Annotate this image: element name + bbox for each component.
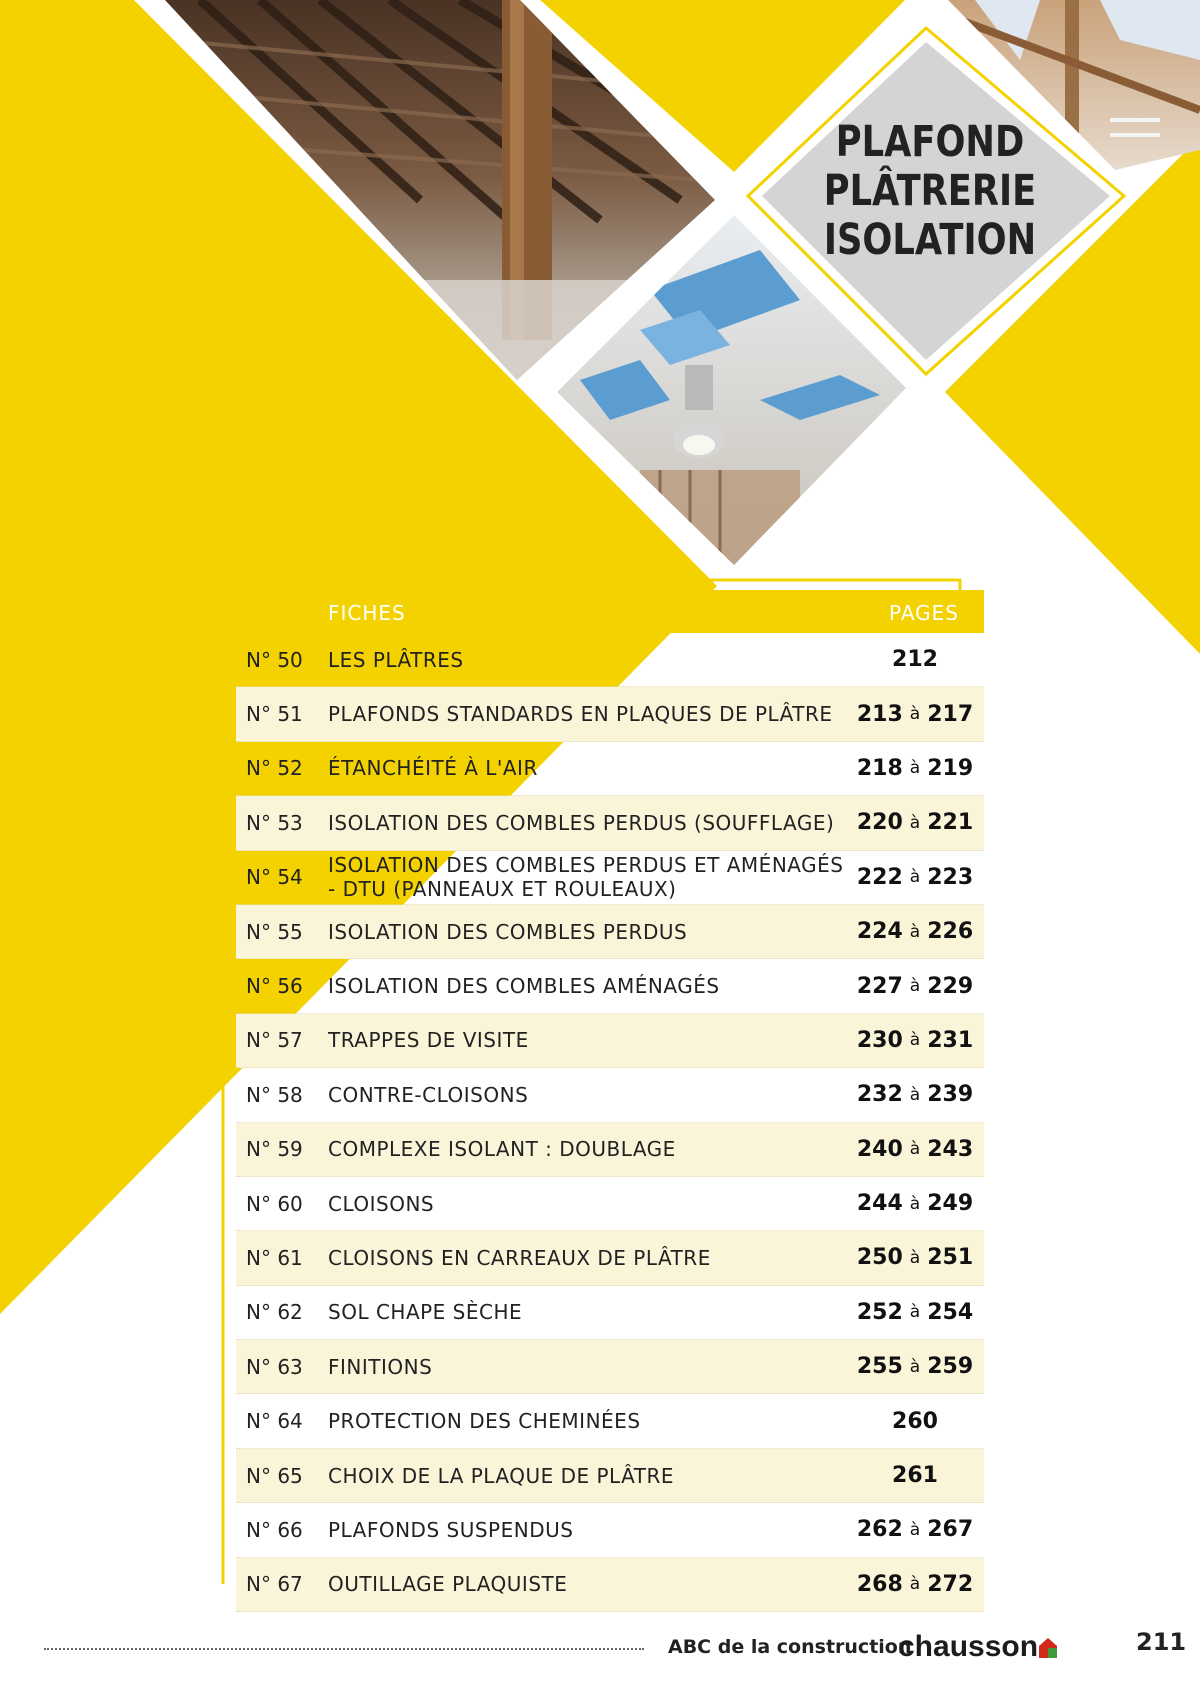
page-range	[852, 687, 978, 740]
range-separator: à	[909, 1084, 921, 1105]
page-range	[852, 905, 978, 958]
range-separator: à	[909, 921, 921, 942]
page-range	[852, 1123, 978, 1176]
page-to: 217	[927, 701, 974, 727]
fiche-title: FINITIONS	[328, 1354, 433, 1379]
page-from: 213	[856, 701, 903, 727]
page-range	[852, 959, 978, 1012]
fiche-title: ISOLATION DES COMBLES PERDUS	[328, 919, 688, 944]
fiche-title: LES PLÂTRES	[328, 647, 464, 672]
toc-row	[236, 1503, 984, 1557]
page-to: 251	[927, 1245, 974, 1271]
fiche-number: N° 56	[246, 974, 303, 999]
fiche-title: ÉTANCHÉITÉ À L'AIR	[328, 756, 538, 781]
fiche-number: N° 65	[246, 1463, 303, 1488]
page-number: 211	[1136, 1628, 1187, 1656]
toc-row	[236, 687, 984, 741]
page-from: 232	[856, 1082, 903, 1108]
toc-row	[236, 1340, 984, 1394]
range-separator: à	[909, 1574, 921, 1595]
brand-logo	[898, 1630, 1057, 1664]
page-from: 244	[856, 1191, 903, 1217]
range-separator: à	[909, 1519, 921, 1540]
page-from: 262	[856, 1517, 903, 1543]
fiche-number: N° 54	[246, 865, 303, 890]
title-line-2: PLÂTRERIE	[823, 166, 1037, 216]
toc-row	[236, 633, 984, 687]
toc-row	[236, 959, 984, 1013]
range-separator: à	[909, 1247, 921, 1268]
page-range	[852, 1340, 978, 1393]
fiche-number: N° 63	[246, 1354, 303, 1379]
range-separator: à	[909, 758, 921, 779]
fiche-number: N° 51	[246, 702, 303, 727]
page-from: 212	[892, 647, 938, 673]
page-range	[852, 851, 978, 904]
page-to: 239	[927, 1082, 974, 1108]
page-to: 219	[927, 755, 974, 781]
range-separator: à	[909, 1139, 921, 1160]
range-separator: à	[909, 867, 921, 888]
page-to: 272	[927, 1571, 974, 1597]
fiche-number: N° 52	[246, 756, 303, 781]
page-title	[815, 118, 1045, 265]
page-to: 231	[927, 1027, 974, 1053]
page-range	[852, 742, 978, 795]
fiche-title: ISOLATION DES COMBLES PERDUS ET AMÉNAGÉS - DTU (PANNEAUX ET ROULEAUX)	[328, 853, 844, 902]
page-range	[852, 633, 978, 686]
footer-publication: ABC de la construction	[668, 1636, 912, 1658]
toc-header	[236, 590, 984, 633]
fiche-title: ISOLATION DES COMBLES PERDUS (SOUFFLAGE)	[328, 810, 835, 835]
page-to: 221	[927, 810, 974, 836]
fiche-number: N° 57	[246, 1028, 303, 1053]
page-from: 220	[856, 810, 903, 836]
page-range	[852, 1558, 978, 1611]
fiche-number: N° 66	[246, 1517, 303, 1542]
page-to: 249	[927, 1191, 974, 1217]
page-from: 227	[856, 973, 903, 999]
page-to: 267	[927, 1517, 974, 1543]
toc-row	[236, 1231, 984, 1285]
page-range	[852, 1394, 978, 1447]
toc-row	[236, 905, 984, 959]
page-from: 261	[892, 1463, 938, 1489]
page-range	[852, 1014, 978, 1067]
fiche-number: N° 53	[246, 810, 303, 835]
toc-row	[236, 851, 984, 905]
fiche-title: PROTECTION DES CHEMINÉES	[328, 1409, 641, 1434]
toc-row	[236, 1123, 984, 1177]
page-from: 250	[856, 1245, 903, 1271]
range-separator: à	[909, 704, 921, 725]
fiche-number: N° 55	[246, 919, 303, 944]
page-range	[852, 1177, 978, 1230]
range-separator: à	[909, 1030, 921, 1051]
range-separator: à	[909, 1193, 921, 1214]
brand-name: chausson	[898, 1630, 1039, 1663]
page-range	[852, 1231, 978, 1284]
page-range	[852, 1286, 978, 1339]
fiche-title: CHOIX DE LA PLAQUE DE PLÂTRE	[328, 1463, 675, 1488]
fiche-number: N° 50	[246, 647, 303, 672]
range-separator: à	[909, 1356, 921, 1377]
fiche-number: N° 61	[246, 1245, 303, 1270]
fiche-title: CLOISONS	[328, 1191, 435, 1216]
toc-row	[236, 1177, 984, 1231]
fiche-number: N° 59	[246, 1137, 303, 1162]
page-range	[852, 796, 978, 849]
page-range	[852, 1068, 978, 1121]
toc-row	[236, 1558, 984, 1612]
fiche-number: N° 67	[246, 1572, 303, 1597]
page-from: 255	[856, 1354, 903, 1380]
header-fiches: FICHES	[328, 601, 406, 625]
fiche-number: N° 64	[246, 1409, 303, 1434]
toc-row	[236, 1068, 984, 1122]
toc-row	[236, 1449, 984, 1503]
toc-row	[236, 1394, 984, 1448]
page-to: 223	[927, 864, 974, 890]
fiche-title: CONTRE-CLOISONS	[328, 1082, 529, 1107]
page-from: 230	[856, 1027, 903, 1053]
page-from: 224	[856, 919, 903, 945]
fiche-title: PLAFONDS STANDARDS EN PLAQUES DE PLÂTRE	[328, 702, 833, 727]
header-pages: PAGES	[889, 601, 959, 625]
fiche-title: PLAFONDS SUSPENDUS	[328, 1517, 574, 1542]
fiche-title: COMPLEXE ISOLANT : DOUBLAGE	[328, 1137, 676, 1162]
fiche-title: SOL CHAPE SÈCHE	[328, 1300, 523, 1325]
fiche-number: N° 58	[246, 1082, 303, 1107]
page-from: 252	[856, 1299, 903, 1325]
fiche-number: N° 60	[246, 1191, 303, 1216]
title-line-1: PLAFOND	[835, 117, 1025, 167]
page-from: 260	[892, 1408, 938, 1434]
range-separator: à	[909, 1302, 921, 1323]
range-separator: à	[909, 812, 921, 833]
fiche-number: N° 62	[246, 1300, 303, 1325]
range-separator: à	[909, 976, 921, 997]
page-to: 229	[927, 973, 974, 999]
page-range	[852, 1449, 978, 1502]
page-from: 218	[856, 755, 903, 781]
fiche-title: OUTILLAGE PLAQUISTE	[328, 1572, 568, 1597]
page-to: 259	[927, 1354, 974, 1380]
toc-rows	[236, 633, 984, 1612]
toc-row	[236, 742, 984, 796]
page-range	[852, 1503, 978, 1556]
page-from: 240	[856, 1136, 903, 1162]
page-from: 268	[856, 1571, 903, 1597]
page-from: 222	[856, 864, 903, 890]
footer-dotted-line	[44, 1648, 644, 1650]
brand-house-icon	[1039, 1638, 1057, 1658]
page-to: 226	[927, 919, 974, 945]
toc-row	[236, 796, 984, 850]
toc-row	[236, 1014, 984, 1068]
fiche-title: CLOISONS EN CARREAUX DE PLÂTRE	[328, 1245, 711, 1270]
fiche-title: TRAPPES DE VISITE	[328, 1028, 529, 1053]
page-to: 243	[927, 1136, 974, 1162]
page-to: 254	[927, 1299, 974, 1325]
fiche-title: ISOLATION DES COMBLES AMÉNAGÉS	[328, 974, 720, 999]
title-line-3: ISOLATION	[823, 215, 1037, 265]
table-of-contents	[236, 590, 984, 1612]
toc-row	[236, 1286, 984, 1340]
